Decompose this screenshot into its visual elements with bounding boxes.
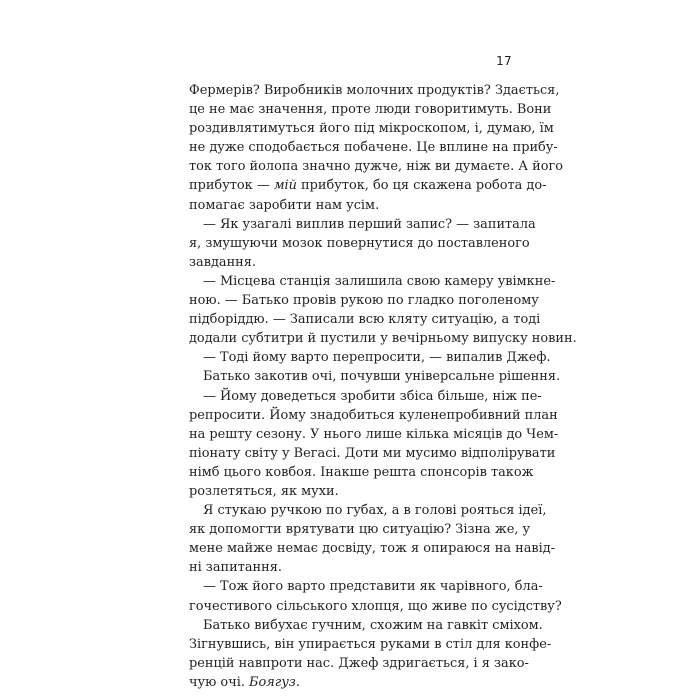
text-segment: прибуток — xyxy=(189,178,274,194)
text-line: Батько закотив очі, почувши універсальне рішення. xyxy=(203,369,561,385)
text-line: це не має значення, проте люди говоритимуть. Вони xyxy=(189,102,552,118)
text-line: Зігнувшись, він упирається руками в стіл для конфе- xyxy=(189,636,552,652)
text-line: — Місцева станція залишила свою камеру увімкне- xyxy=(203,273,556,289)
text-line: — Тож його варто представити як чарівного, бла- xyxy=(203,579,543,595)
text-line: Батько вибухає гучним, схожим на гавкіт сміхом. xyxy=(203,617,543,633)
text-line xyxy=(189,673,506,692)
text-line: на решту сезону. У нього лише кілька місяців до Чем- xyxy=(189,426,559,442)
text-line: — Йому доведеться зробити збіса більше, ніж пе- xyxy=(203,388,542,404)
text-line: роздивлятимуться його під мікроскопом, і, думаю, їм xyxy=(189,121,554,137)
text-line: ренцій навпроти нас. Джеф здригається, і я зако- xyxy=(189,655,529,671)
text-line: піонату світу у Вегасі. Доти ми мусимо відполірувати xyxy=(189,445,556,461)
text-line: завдання. xyxy=(189,254,257,270)
italic-text: мій xyxy=(273,178,297,194)
body-text xyxy=(189,81,577,692)
text-line: підборіддю. — Записали всю кляту ситуацію, а тоді xyxy=(189,312,541,328)
text-line: ток того йолопа значно дужче, ніж ви думаєте. А його xyxy=(189,159,563,175)
text-line: ні запитання. xyxy=(189,560,282,576)
text-line: помагає заробити нам усім. xyxy=(189,197,380,213)
text-line: ною. — Батько провів рукою по гладко поголеному xyxy=(189,293,539,309)
text-line: як допомогти врятувати цю ситуацію? Зізна же, у xyxy=(189,522,531,538)
text-line: німб цього ковбоя. Інакше решта спонсорів також xyxy=(189,464,534,480)
text-line: не дуже сподобається побачене. Це вплине на прибу- xyxy=(189,140,558,156)
text-line: — Як узагалі виплив перший запис? — запитала xyxy=(203,216,536,232)
text-line: я, змушуючи мозок повернутися до поставленого xyxy=(189,235,530,251)
text-line: гочестивого сільського хлопця, що живе по сусідству? xyxy=(189,598,562,614)
text-line: репросити. Йому знадобиться куленепробивний план xyxy=(189,407,558,423)
text-segment: чую очі. xyxy=(189,674,250,690)
text-line: мене майже немає досвіду, тож я опираюся на навід- xyxy=(189,541,556,557)
text-line: Я стукаю ручкою по губах, а в голові рояться ідеї, xyxy=(203,503,547,519)
text-line: — Тоді йому варто перепросити, — випалив Джеф. xyxy=(203,350,551,366)
text-segment: прибуток, бо ця скажена робота до- xyxy=(296,178,547,194)
page-number: 17 xyxy=(496,54,512,68)
text-line: розлетяться, як мухи. xyxy=(189,483,339,499)
text-line: Фермерів? Виробників молочних продуктів? Здається, xyxy=(189,83,560,98)
text-line xyxy=(189,176,547,195)
italic-text: Боягуз. xyxy=(249,674,300,690)
text-line: додали субтитри й пустили у вечірньому випуску новин. xyxy=(189,331,577,347)
